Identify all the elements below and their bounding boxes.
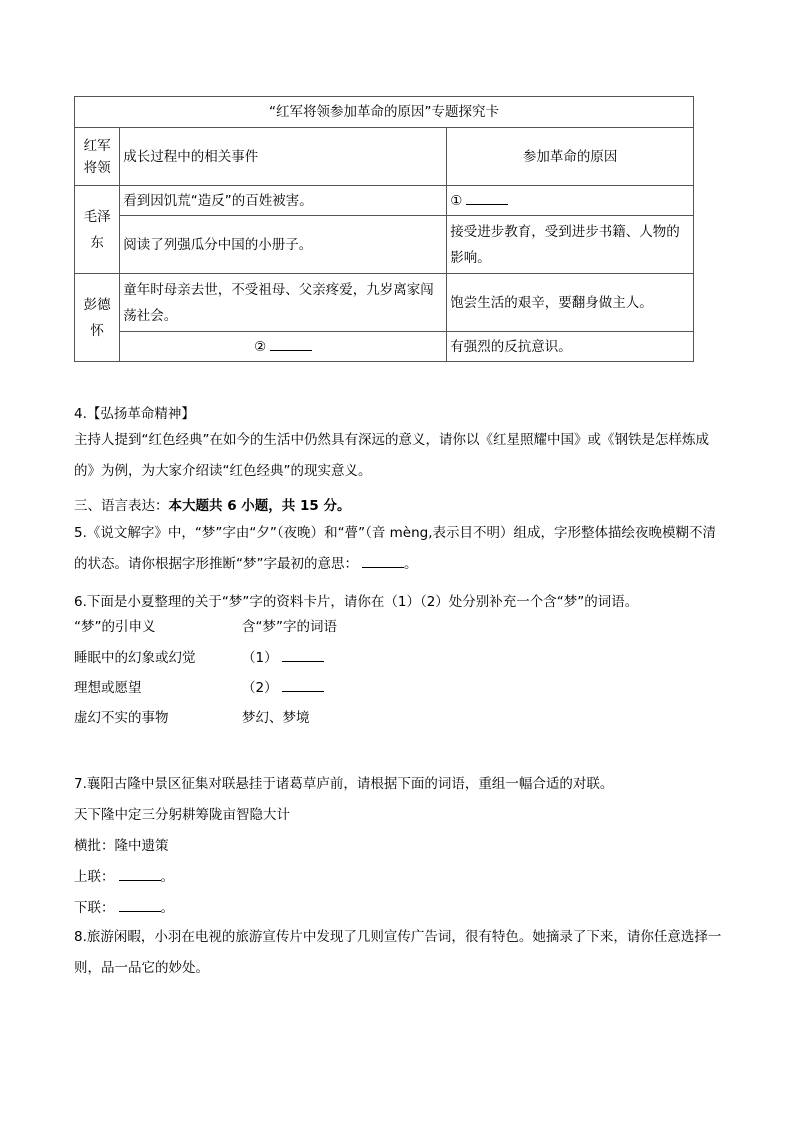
mao-reason-1: ①: [450, 192, 463, 209]
peng-reason-2: 有强烈的反抗意识。: [447, 332, 694, 362]
q7-shanglian-end: 。: [160, 869, 174, 885]
mao-event-2: 阅读了列强瓜分中国的小册子。: [120, 216, 447, 274]
section-3-prefix: 三、语言表达：: [74, 498, 169, 514]
q7-hengpi: 横批：隆中遗策: [74, 838, 169, 854]
answer-blank-q5[interactable]: [362, 553, 404, 568]
answer-blank-q6-1[interactable]: [282, 647, 324, 662]
header-reason: 参加革命的原因: [447, 128, 694, 186]
q6-body: 6.下面是小夏整理的关于“梦”字的资料卡片，请你在（1）（2）处分别补充一个含“梦”的词语。: [74, 594, 639, 610]
inquiry-card-table: [74, 96, 694, 362]
q5-end: 。: [404, 556, 418, 572]
q6-col2-header: 含“梦”字的词语: [242, 619, 337, 635]
answer-blank-shanglian[interactable]: [119, 866, 161, 881]
q6-word-2: （2）: [242, 680, 278, 696]
peng-event-1: 童年时母亲去世，不受祖母、父亲疼爱，九岁离家闯荡社会。: [120, 274, 447, 332]
q6-meaning-3: 虚幻不实的事物: [74, 710, 169, 726]
q7-words: 天下隆中定三分躬耕筹陇亩智隐大计: [74, 807, 290, 823]
mao-event-1: 看到因饥荒“造反”的百姓被害。: [120, 186, 447, 216]
peng-event-2: ②: [254, 338, 267, 355]
answer-blank-1[interactable]: [466, 190, 508, 205]
q5-block: [74, 518, 724, 580]
q7-shanglian-line: [74, 865, 174, 885]
header-events: 成长过程中的相关事件: [120, 128, 447, 186]
peng-reason-1: 饱尝生活的艰辛，要翻身做主人。: [447, 274, 694, 332]
q7-body: 7.襄阳古隆中景区征集对联悬挂于诸葛草庐前，请根据下面的词语，重组一幅合适的对联。: [74, 776, 614, 792]
q6-word-1: （1）: [242, 650, 278, 666]
q7-shanglian: 上联：: [74, 869, 115, 885]
header-general: 红军将领: [75, 128, 120, 186]
q5-body: 5.《说文解字》中，“梦”字由“夕”（夜晚）和“瞢”（音 mèng,表示目不明）组成，字形整体描绘夜晚模糊不清的状态。请你根据字形推断“梦”字最初的意思：: [74, 525, 717, 572]
answer-blank-q6-2[interactable]: [282, 677, 324, 692]
q6-word-1-wrap: [242, 646, 324, 666]
q4-title: 4.【弘扬革命精神】: [74, 406, 195, 422]
card-title: “红军将领参加革命的原因”专题探究卡: [75, 97, 694, 128]
mao-reason-1-cell: [447, 186, 694, 216]
q7-xialian: 下联：: [74, 900, 115, 916]
section-3-heading: [74, 494, 350, 514]
q7-xialian-line: [74, 896, 174, 916]
q6-word-3: 梦幻、梦境: [242, 710, 310, 726]
mao-reason-2: 接受进步教育，受到进步书籍、人物的影响。: [447, 216, 694, 274]
q6-meaning-1: 睡眠中的幻象或幻觉: [74, 650, 196, 666]
answer-blank-xialian[interactable]: [119, 897, 161, 912]
answer-blank-2[interactable]: [270, 336, 312, 351]
general-name-mao: 毛泽东: [75, 186, 120, 274]
q6-word-2-wrap: [242, 676, 324, 696]
q4-body: 主持人提到“红色经典”在如今的生活中仍然具有深远的意义，请你以《红星照耀中国》或《钢铁是怎样炼成的》为例，为大家介绍读“红色经典”的现实意义。: [74, 432, 709, 479]
q7-xialian-end: 。: [160, 900, 174, 916]
section-3-info: 本大题共 6 小题，共 15 分。: [168, 498, 351, 514]
q8-body: 8.旅游闲暇，小羽在电视的旅游宣传片中发现了几则宣传广告词，很有特色。她摘录了下来，请你任意选择一则，品一品它的妙处。: [74, 929, 722, 976]
general-name-peng: 彭德怀: [75, 274, 120, 362]
q6-meaning-2: 理想或愿望: [74, 680, 142, 696]
q6-col1-header: “梦”的引申义: [74, 619, 156, 635]
peng-event-2-cell: [120, 332, 447, 362]
